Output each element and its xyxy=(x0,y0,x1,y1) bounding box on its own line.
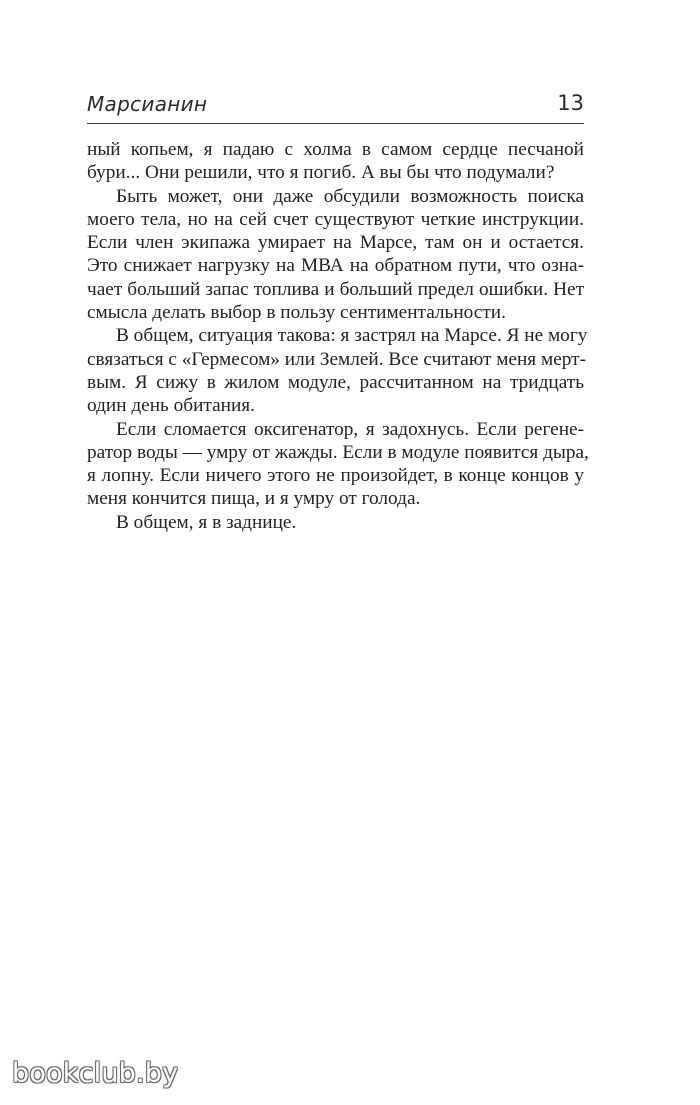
site-watermark: bookclub.by xyxy=(12,1058,179,1089)
running-head xyxy=(87,92,584,122)
text-line: меня кончится пища, и я умру от голода. xyxy=(87,488,421,510)
page-number: 13 xyxy=(557,91,584,115)
text-line: ратор воды — умру от жажды. Если в модуле появится дыра, xyxy=(87,441,589,463)
text-line: В общем, я в заднице. xyxy=(116,511,297,533)
running-title: Марсианин xyxy=(87,92,208,116)
text-line: вым. Я сижу в жилом модуле, рассчитанном на тридцать xyxy=(87,371,584,393)
header-rule xyxy=(87,123,584,124)
text-line: ный копьем, я падаю с холма в самом сердце песчаной xyxy=(87,139,584,160)
text-line: моего тела, но на сей счет существуют четкие инструкции. xyxy=(87,208,584,230)
text-line: я лопну. Если ничего этого не произойдет, в конце концов у xyxy=(87,465,584,487)
text-line: связаться с «Гермесом» или Землей. Все считают меня мерт- xyxy=(87,348,586,370)
text-line: Это снижает нагрузку на МВА на обратном пути, что озна- xyxy=(87,255,584,277)
text-line: В общем, ситуация такова: я застрял на Марсе. Я не могу xyxy=(116,325,588,347)
text-line: бури... Они решили, что я погиб. А вы бы что подумали? xyxy=(87,162,555,184)
text-line: один день обитания. xyxy=(87,395,255,417)
text-line: Быть может, они даже обсудили возможность поиска xyxy=(116,185,584,207)
text-line: смысла делать выбор в пользу сентиментальности. xyxy=(87,302,506,324)
text-line: чает больший запас топлива и больший предел ошибки. Нет xyxy=(87,278,584,300)
text-line: Если член экипажа умирает на Марсе, там он и остается. xyxy=(87,232,584,254)
body-text xyxy=(87,138,589,534)
text-line: Если сломается оксигенатор, я задохнусь. Если регене- xyxy=(116,418,584,440)
